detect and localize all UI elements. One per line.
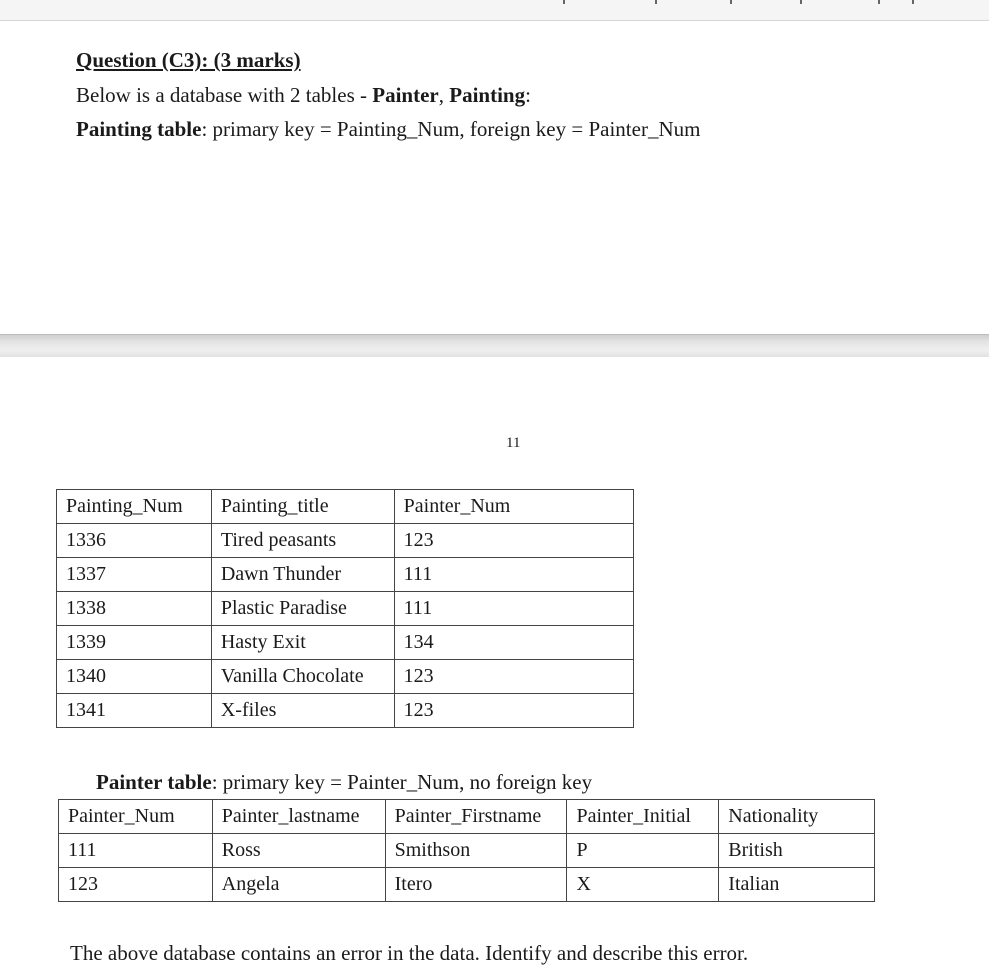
table-cell: 1339 xyxy=(57,626,212,660)
table-cell: Hasty Exit xyxy=(211,626,394,660)
table-row xyxy=(57,524,634,558)
table-cell: 111 xyxy=(394,592,633,626)
painter-table xyxy=(58,799,875,902)
table-cell: 111 xyxy=(59,834,213,868)
painting-table-description xyxy=(76,117,700,142)
table-cell: Smithson xyxy=(385,834,567,868)
painting-table-label: Painting table xyxy=(76,117,202,141)
intro-table-1: Painter xyxy=(372,83,439,107)
table-cell: Angela xyxy=(212,868,385,902)
table-cell: 1337 xyxy=(57,558,212,592)
table-cell: 123 xyxy=(394,524,633,558)
column-header: Painting_Num xyxy=(57,490,212,524)
edge-mark xyxy=(912,0,914,4)
table-row xyxy=(57,626,634,660)
painter-table-keys: : primary key = Painter_Num, no foreign key xyxy=(211,770,593,794)
table-cell: P xyxy=(567,834,719,868)
table-cell: British xyxy=(719,834,875,868)
table-cell: 123 xyxy=(394,694,633,728)
page-number: 11 xyxy=(506,435,521,451)
column-header: Painter_Num xyxy=(59,800,213,834)
table-cell: 134 xyxy=(394,626,633,660)
painting-table-keys: : primary key = Painting_Num, foreign key = Painter_Num xyxy=(201,117,701,141)
table-cell: Vanilla Chocolate xyxy=(211,660,394,694)
question-title: Question (C3): (3 marks) xyxy=(76,48,301,72)
column-header: Painter_lastname xyxy=(212,800,385,834)
column-header: Painter_Num xyxy=(394,490,633,524)
table-row xyxy=(57,660,634,694)
table-cell: X xyxy=(567,868,719,902)
page-break-divider xyxy=(0,334,989,357)
intro-table-2: Painting xyxy=(449,83,526,107)
table-cell: Itero xyxy=(385,868,567,902)
column-header: Nationality xyxy=(719,800,875,834)
column-header: Painting_title xyxy=(211,490,394,524)
edge-mark xyxy=(563,0,565,4)
table-cell: X-files xyxy=(211,694,394,728)
table-cell: Italian xyxy=(719,868,875,902)
table-cell: 123 xyxy=(394,660,633,694)
error-question: The above database contains an error in the data. Identify and describe this error. xyxy=(70,941,749,965)
intro-text: Below is a database with 2 tables - xyxy=(76,83,373,107)
table-cell: 123 xyxy=(59,868,213,902)
painting-table xyxy=(56,489,634,728)
table-cell: 1341 xyxy=(57,694,212,728)
table-cell: 111 xyxy=(394,558,633,592)
table-cell: 1338 xyxy=(57,592,212,626)
table-cell: Tired peasants xyxy=(211,524,394,558)
painter-table-caption xyxy=(96,770,592,795)
edge-mark xyxy=(800,0,802,4)
table-header-row xyxy=(57,490,634,524)
edge-mark xyxy=(730,0,732,4)
painter-table-label: Painter table xyxy=(96,770,212,794)
edge-mark xyxy=(655,0,657,4)
table-cell: Plastic Paradise xyxy=(211,592,394,626)
table-cell: Ross xyxy=(212,834,385,868)
column-header: Painter_Firstname xyxy=(385,800,567,834)
table-cell: 1340 xyxy=(57,660,212,694)
question-intro xyxy=(76,83,531,108)
column-header: Painter_Initial xyxy=(567,800,719,834)
intro-separator: , xyxy=(438,83,450,107)
table-row xyxy=(57,694,634,728)
table-cell: Dawn Thunder xyxy=(211,558,394,592)
table-row xyxy=(59,834,875,868)
edge-mark xyxy=(878,0,880,4)
previous-page-edge xyxy=(0,0,989,21)
table-header-row xyxy=(59,800,875,834)
intro-end: : xyxy=(525,83,531,107)
table-row xyxy=(57,592,634,626)
table-row xyxy=(59,868,875,902)
table-cell: 1336 xyxy=(57,524,212,558)
table-row xyxy=(57,558,634,592)
